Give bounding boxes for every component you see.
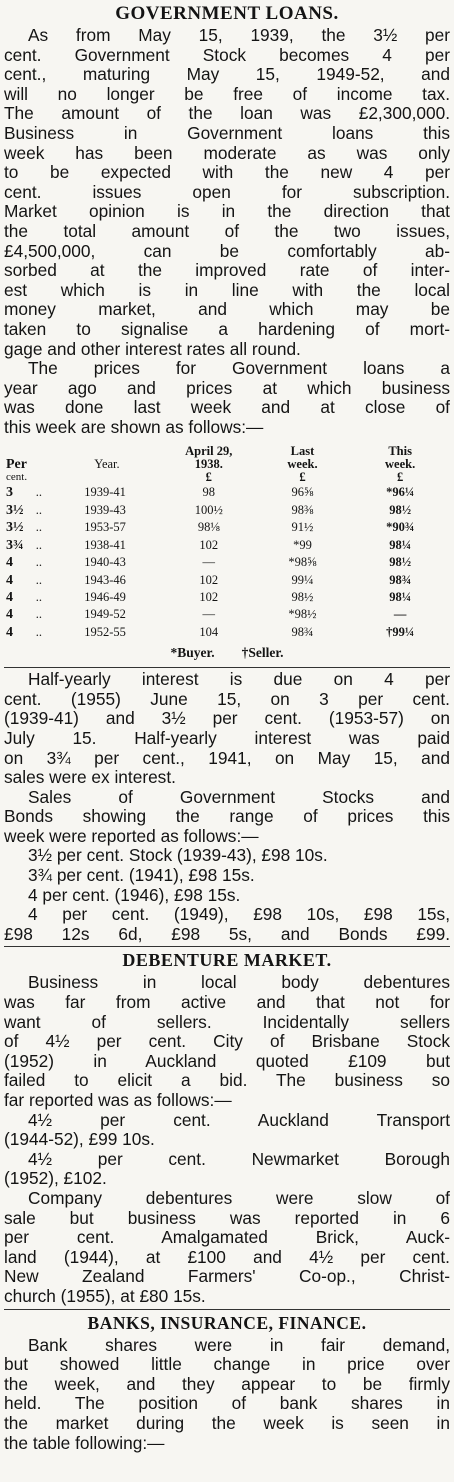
cell-last: *98⅝ xyxy=(288,555,317,570)
text-line: the table following:— xyxy=(4,1432,165,1453)
cell-last: 98½ xyxy=(291,589,314,604)
pound-sign: £ xyxy=(397,470,404,485)
text-line: sale but business was reported in 6 xyxy=(4,1207,450,1228)
text-line: week has been moderate as was only xyxy=(4,142,450,163)
text-line: per cent. Amalgamated Brick, Auck- xyxy=(4,1227,450,1248)
text-line: Half-yearly interest is due on 4 per xyxy=(28,669,450,690)
text-line: the market during the week is seen in xyxy=(4,1412,450,1433)
text-line: Bank shares were in fair demand, xyxy=(28,1334,450,1355)
cell-year: 1946-49 xyxy=(84,589,126,604)
cell-apr: 98⅛ xyxy=(197,520,220,535)
cell-year: 1949-52 xyxy=(84,607,126,622)
text-line: this week are shown as follows:— xyxy=(4,416,264,437)
text-line: £98 12s 6d, £98 5s, and Bonds £99. xyxy=(4,923,450,944)
government-sales-list xyxy=(4,846,450,944)
cell-dots: .. xyxy=(35,520,42,535)
cell-dots: .. xyxy=(35,502,42,517)
cell-dots: .. xyxy=(35,485,42,500)
text-line: failed to elicit a bid. The business so xyxy=(4,1070,450,1091)
text-line: (1952), £102. xyxy=(4,1168,107,1189)
text-line: of 4½ per cent. City of Brisbane Stock xyxy=(4,1031,450,1052)
cell-this: †99¼ xyxy=(386,624,415,639)
text-line: (1952) in Auckland quoted £109 but xyxy=(4,1050,450,1071)
cell-last: 98⅜ xyxy=(291,502,314,517)
text-line: Business in Government loans this xyxy=(4,122,450,143)
cell-per: 4 xyxy=(6,589,13,605)
cell-dots: .. xyxy=(35,555,42,570)
heading-banks-insurance-finance: BANKS, INSURANCE, FINANCE. xyxy=(87,1312,367,1333)
cell-year: 1938-41 xyxy=(84,537,126,552)
table-footnote xyxy=(4,641,450,665)
text-line: £4,500,000, can be comfortably ab- xyxy=(4,240,450,261)
cell-this: 98¾ xyxy=(389,572,412,587)
text-line: cent., maturing May 15, 1949-52, and xyxy=(4,64,450,85)
cell-year: 1953-57 xyxy=(84,520,126,535)
paragraph-gov-4 xyxy=(4,788,450,847)
col-header-year: Year. xyxy=(94,457,120,472)
cell-this: 98¼ xyxy=(389,537,412,552)
text-line: est which is in line with the local xyxy=(4,279,450,300)
text-line: money market, and which may be xyxy=(4,299,450,320)
cell-year: 1940-43 xyxy=(84,555,126,570)
pound-sign: £ xyxy=(299,470,306,485)
text-line: church (1955), at £80 15s. xyxy=(4,1285,206,1306)
col-header-this-week-2: week. xyxy=(385,457,416,472)
cell-apr: 102 xyxy=(199,537,219,552)
table-row xyxy=(6,606,448,623)
table-row xyxy=(6,484,448,501)
cell-per: 3½ xyxy=(6,520,24,536)
cell-last: *98½ xyxy=(288,607,317,622)
cell-this: 98½ xyxy=(389,502,412,517)
col-header-april: April 29, xyxy=(185,444,233,459)
footnote-buyer: *Buyer. xyxy=(170,645,215,661)
text-line: New Zealand Farmers' Co-op., Christ- xyxy=(4,1266,450,1287)
cell-apr: 102 xyxy=(199,572,219,587)
cell-per: 4 xyxy=(6,607,13,623)
cell-per: 4 xyxy=(6,572,13,588)
cell-per: 3¾ xyxy=(6,537,24,553)
table-row xyxy=(6,519,448,536)
text-line: July 15. Half-yearly interest was paid xyxy=(4,727,450,748)
cell-last: *99 xyxy=(293,537,312,552)
text-line: 4 per cent. (1949), £98 10s, £98 15s, xyxy=(28,904,450,925)
cell-dots: .. xyxy=(35,537,42,552)
cell-dots: .. xyxy=(35,589,42,604)
heading-debenture-market: DEBENTURE MARKET. xyxy=(122,950,332,971)
cell-per: 3 xyxy=(6,485,13,501)
cell-dots: .. xyxy=(35,607,42,622)
table-row xyxy=(6,502,448,519)
table-row xyxy=(6,537,448,554)
cell-this: 98½ xyxy=(389,555,412,570)
cell-year: 1943-46 xyxy=(84,572,126,587)
text-line: The prices for Government loans a xyxy=(28,358,450,379)
text-line: The amount of the loan was £2,300,000. xyxy=(4,103,450,124)
cell-per: 3½ xyxy=(6,502,24,518)
cell-dots: .. xyxy=(35,624,42,639)
text-line: Business in local body debentures xyxy=(28,972,450,993)
text-line: taken to signalise a hardening of mort- xyxy=(4,318,450,339)
text-line: 3¾ per cent. (1941), £98 15s. xyxy=(28,865,255,886)
cell-apr: 100½ xyxy=(194,502,223,517)
cell-apr: 104 xyxy=(199,624,219,639)
text-line: cent. issues open for subscription. xyxy=(4,181,450,202)
cell-per: 4 xyxy=(6,624,13,640)
paragraph-gov-1 xyxy=(4,26,450,359)
text-line: the week, and they appear to be firmly xyxy=(4,1373,450,1394)
government-loans-price-table xyxy=(6,445,448,641)
col-header-per: Per xyxy=(6,457,27,473)
text-line: Bonds showing the range of prices this xyxy=(4,806,450,827)
text-line: Market opinion is in the direction that xyxy=(4,201,450,222)
debenture-list xyxy=(4,1111,450,1189)
col-header-april-year: 1938. xyxy=(194,457,223,472)
text-line: 4 per cent. (1946), £98 15s. xyxy=(28,884,241,905)
pound-sign: £ xyxy=(205,470,212,485)
text-line: (1939-41) and 3½ per cent. (1953-57) on xyxy=(4,708,450,729)
table-row xyxy=(6,589,448,606)
paragraph-gov-3 xyxy=(4,670,450,788)
text-line: 3½ per cent. Stock (1939-43), £98 10s. xyxy=(28,845,328,866)
text-line: the total amount of the two issues, xyxy=(4,220,450,241)
cell-last: 99¼ xyxy=(291,572,314,587)
text-line: year ago and prices at which business xyxy=(4,377,450,398)
text-line: sales were ex interest. xyxy=(4,767,176,788)
col-header-cent: cent. xyxy=(6,471,28,484)
col-header-last-week-2: week. xyxy=(287,457,318,472)
cell-this: *96¼ xyxy=(386,485,415,500)
text-line: 4½ per cent. Newmarket Borough xyxy=(28,1148,450,1169)
text-line: want of sellers. Incidentally sellers xyxy=(4,1011,450,1032)
text-line: Sales of Government Stocks and xyxy=(28,786,450,807)
cell-this: — xyxy=(393,607,407,622)
text-line: Company debentures were slow of xyxy=(28,1187,450,1208)
cell-apr: 102 xyxy=(199,589,219,604)
paragraph-deb-2 xyxy=(4,1189,450,1307)
text-line: week were reported as follows:— xyxy=(4,825,259,846)
cell-last: 98¾ xyxy=(291,624,314,639)
divider xyxy=(4,946,450,947)
cell-this: *90¾ xyxy=(386,520,415,535)
text-line: cent. (1955) June 15, on 3 per cent. xyxy=(4,688,450,709)
cell-apr: — xyxy=(202,607,216,622)
text-line: 4½ per cent. Auckland Transport xyxy=(28,1109,450,1130)
text-line: was far from active and that not for xyxy=(4,992,450,1013)
paragraph-gov-2 xyxy=(4,359,450,437)
text-line: will no longer be free of income tax. xyxy=(4,83,450,104)
heading-government-loans: GOVERNMENT LOANS. xyxy=(115,3,339,24)
text-line: As from May 15, 1939, the 3½ per xyxy=(28,25,450,45)
divider xyxy=(4,1309,450,1310)
text-line: to be expected with the new 4 per xyxy=(4,162,450,183)
cell-apr: 98 xyxy=(202,485,216,500)
cell-last: 96⅝ xyxy=(291,485,314,500)
text-line: sorbed at the improved rate of inter- xyxy=(4,260,450,281)
footnote-seller: †Seller. xyxy=(241,645,284,661)
cell-apr: — xyxy=(202,555,216,570)
text-line: held. The position of bank shares in xyxy=(4,1393,450,1414)
text-line: on 3¾ per cent., 1941, on May 15, and xyxy=(4,747,450,768)
cell-year: 1939-41 xyxy=(84,485,126,500)
cell-last: 91½ xyxy=(291,520,314,535)
cell-this: 98¼ xyxy=(389,589,412,604)
divider xyxy=(4,667,450,668)
cell-per: 4 xyxy=(6,555,13,571)
text-line: but showed little change in price over xyxy=(4,1354,450,1375)
text-line: (1944-52), £99 10s. xyxy=(4,1129,155,1150)
text-line: far reported was as follows:— xyxy=(4,1090,232,1110)
paragraph-banks-1 xyxy=(4,1336,450,1454)
cell-dots: .. xyxy=(35,572,42,587)
cell-year: 1939-43 xyxy=(84,502,126,517)
table-row xyxy=(6,554,448,571)
paragraph-deb-1 xyxy=(4,973,450,1110)
col-header-this-week: This xyxy=(388,444,412,459)
text-line: cent. Government Stock becomes 4 per xyxy=(4,44,450,65)
table-row xyxy=(6,624,448,641)
table-row xyxy=(6,572,448,589)
text-line: was done last week and at close of xyxy=(4,397,450,418)
cell-year: 1952-55 xyxy=(84,624,126,639)
text-line: land (1944), at £100 and 4½ per cent. xyxy=(4,1246,450,1267)
col-header-last-week: Last xyxy=(290,444,315,459)
text-line: gage and other interest rates all round. xyxy=(4,338,301,359)
